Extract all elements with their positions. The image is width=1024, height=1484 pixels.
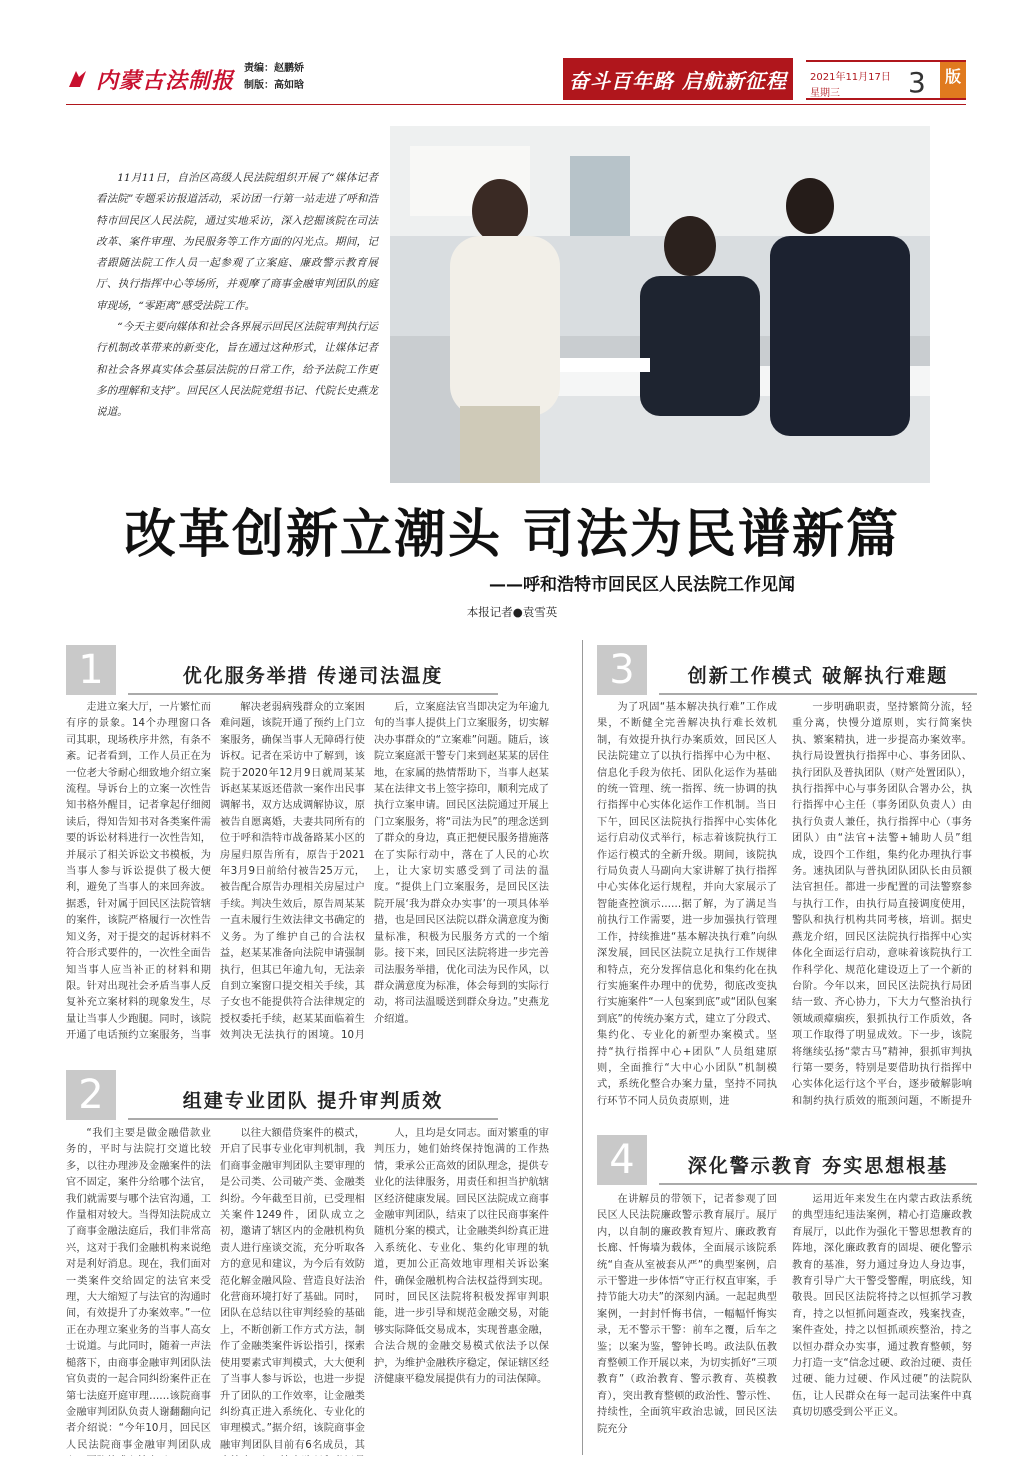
producer-name: 制版：高如晗: [244, 80, 304, 91]
page-label: 版: [940, 62, 966, 98]
issue-weekday: 星期三: [810, 88, 840, 99]
editor-name: 责编：赵鹏娇: [244, 63, 304, 74]
section-number: 4: [597, 1135, 647, 1185]
paragraph: 在讲解员的带领下，记者参观了回民区人民法院廉政警示教育展厅。展厅内，以自制的廉政教育短片、廉政教育长廊、忏悔墙为载体，全面展示该院系统“自查从室被套从严”的典型案例，启示干警进一步体悟“守正行权直审案，手持节能大功夫”的深刻内涵。一起起典型案例，一封封忏悔书信，一幅幅忏悔实录，无不警示干警：前车之覆，后车之鉴；以案为鉴，警钟长鸣。政法队伍教育整顿工作开展以来，为切实抓好“三项教育”（政治教育、警示教育、英模教育），突出教育整顿的政治性、警示性、持续性，全面筑牢政治忠诚，回民区法院充分: [597, 1194, 777, 1435]
section-number: 3: [597, 645, 647, 695]
section-heading: [597, 645, 977, 695]
paragraph: 为了巩固“基本解决执行难”工作成果，不断健全完善解决执行难长效机制，有效提升执行办案质效，回民区人民法院建立了以执行指挥中心为中枢、信息化手段为依托、团队化运作为基础的统一管理、统一指挥、统一协调的执行指挥中心实体化运作工作机制。当日下午，回民区法院执行指挥中心实体化运行启动仪式举行，标志着该院执行工作运行模式的全新升级。期间，该院执行局负责人马副向大家讲解了执行指挥中心实体化运行规程，并向大家展示了智能查控演示……据了解，为了满足当前执行工作需要，进一步加强执行管理工作，持续推进“基本解决执行难”向纵深发展，回民区法院立足执行工作规律和特点，充分发挥信息化和集约化在执行实施案件办理中的优势，彻底改变执行实施案件“一人包案到底”或“团队包案到底”的传统办案方式，建立了分段式、集约化、专业化的新型办案模式。坚持“执行指挥中心+团队”人员组建原则，全面推行“大中心小团队”机制模式，系统化整合办案力量，坚持不同执行环节不同人员负责原则，进: [597, 702, 777, 1107]
paragraph: 走进立案大厅，一片繁忙而有序的景象。14个办理窗口各司其职，现场秩序井然，有条不紊。记者看到，工作人员正在为一位老大爷耐心细致地介绍立案流程。导诉台上的立案一次性告知书格外醒目，记者拿起仔细阅读后，得知告知书对各类案件需要的诉讼材料进行一次性告知，并展示了相关诉讼文书模板，为当事人参与诉讼提供了极大便利，避免了当事人的来回奔波。据悉，针对属于回民区法院管辖的案件，该院严格履行一次性告知义务，对于提交的起诉材料不符合形式要件的，一次性全面告知当事人应当补正的材料和期限。针对出现社会矛盾当事人反复补充立案材料的现象发生，尽量让当事人少跑腿。同时，该院开通了电话预约立案服务，当事: [66, 702, 211, 1042]
column-divider: [582, 640, 583, 1455]
section-heading: [66, 645, 498, 695]
paragraph: 运用近年来发生在内蒙古政法系统的典型违纪违法案例，精心打造廉政教育展厅，以此作为强化干警思想教育的阵地，深化廉政教育的固堤、硬化警示教育的基准，努力通过身边人身边事，教育引导广大干警受警醒，明底线，知敬畏。回民区法院将持之以恒抓学习教育，持之以恒抓问题查改，残案找查，案件查处，持之以恒抓顽疾整治，持之以恒办群众办实事，通过教育整顿，努力打造一支“信念过硬、政治过硬、责任过硬、能力过硬、作风过硬”的法院队伍，让人民群众在每一起司法案件中真真切切感受到公平正义。: [792, 1194, 972, 1419]
news-photo: [390, 126, 930, 483]
article-column: [220, 700, 365, 1045]
article-column: [66, 700, 211, 1045]
section-title: 深化警示教育 夯实思想根基: [659, 1149, 977, 1185]
newspaper-title: 内蒙古法制报: [96, 67, 235, 94]
article-subheadline: ——呼和浩特市回民区人民法院工作见闻: [489, 575, 795, 595]
section-title: 组建专业团队 提升审判质效: [128, 1084, 498, 1120]
article-column: [66, 1126, 211, 1456]
editor-credits: [244, 60, 304, 94]
article-column: [792, 700, 972, 1110]
issue-date: 2021年11月17日: [810, 72, 891, 83]
page-number: 3: [908, 66, 926, 99]
article-column: [374, 700, 549, 1045]
section-number: 1: [66, 645, 116, 695]
paragraph: 解决老弱病残群众的立案困难问题，该院开通了预约上门立案服务，确保当事人无障碍行使诉权。记者在采访中了解到，该院于2020年12月9日就周某某诉赵某某返还借款一案作出民事调解书，双方达成调解协议，原被告自愿离婚，夫妻共同所有的位于呼和浩特市战备路某小区的房屋归原告所有，原告于2021年3月9日前给付被告25万元，被告配合原告办理相关房屋过户手续。判决生效后，原告周某某一直未履行生效法律文书确定的义务。为了维护自己的合法权益，赵某某准备向法院申请强制执行，但其已年逾九旬，无法亲自到立案窗口提交相关手续，其子女也不能提供符合法律规定的授权委托手续，赵某某面临着生效判决无法执行的困境。10月: [220, 702, 365, 1042]
masthead-logo: [66, 60, 236, 98]
paragraph: 后，立案庭法官当即决定为年逾九旬的当事人提供上门立案服务，切实解决办事群众的“立案难”问题。随后，该院立案庭派干警专门来到赵某某的居住地，在家属的热情帮助下，当事人赵某某在法律文书上签字捺印，顺利完成了执行立案申请。回民区法院通过开展上门立案服务，将“司法为民”的理念送到了群众的身边，真正把便民服务措施落在了实际行动中，落在了人民的心坎上，让大家切实感受到了司法的温度。“提供上门立案服务，是回民区法院开展‘我为群众办实事’的一项具体举措，也是回民区法院以群众满意度为衡量标准，积极为民服务方式的一个缩影。接下来，回民区法院将进一步完善司法服务举措，优化司法为民作风，以群众满意度为标准，体会每到的实际行动，将司法温暖送到群众身边。”史燕龙介绍道。: [374, 702, 549, 1025]
article-headline: 改革创新立潮头 司法为民谱新篇: [123, 504, 901, 565]
paragraph: “我们主要是做金融借款业务的，平时与法院打交道比较多，以往办理涉及金融案件的法官不固定，案件分给哪个法官，我们就需要与哪个法官沟通，工作量相对较大。当得知法院成立了商事金融法庭后，我们非常高兴，这对于我们金融机构来说绝对是利好消息。现在，我们面对一类案件交给固定的法官来受理，大大缩短了与法官的沟通时间，有效提升了办案效率。”一位正在办理立案业务的当事人高女士说道。与此同时，随着一声法槌落下，由商事金融审判团队法官负责的一起合同纠纷案件正在第七法庭开庭审理……该院商事金融审判团队负责人谢翻翻向记者介绍说：“今年10月，回民区人民法院商事金融审判团队成: [66, 1128, 211, 1451]
paragraph: 一步明确职责，坚持繁简分流，轻重分离，快慢分道原则，实行简案快执、繁案精执，进一步提高办案效率。执行局设置执行指挥中心、事务团队、执行团队及普执团队（财产处置团队），执行指挥中心与事务团队合署办公，执行指挥中心主任（事务团队负责人）由执行负责人兼任，执行指挥中心（事务团队）由“法官+法警+辅助人员”组成，设四个工作组，集约化办理执行事务。速执团队与普执团队团队长由员额法官担任。都进一步配置的司法警察参与执行工作，由执行局直接调度使用，警队和执行机构共同考核，培训。据史燕龙介绍，回民区法院执行指挥中心实体化全面运行启动，意味着该院执行工作科学化、规范化建设迈上了一个新的台阶。今年以来，回民区法院执行局团结一致、齐心协力，下大力气整治执行领域顽瘴痼疾，狠抓执行工作质效，各项工作取得了明显成效。下一步，该院将继续弘扬“蒙古马”精神，狠抓审判执行第一要务，特别是要借助执行指挥中心实体化运行这个平台，逐步破解影响和制约执行质效的瓶颈问题，不断提升: [792, 702, 972, 1107]
intro-paragraph: 11月11日，自治区高级人民法院组织开展了“媒体记者看法院”专题采访报道活动，采访团一行第一站走进了呼和浩特市回民区人民法院，通过实地采访，深入挖掘该院在司法改革、案件审理、为民服务等工作方面的闪光点。期间，记者跟随法院工作人员一起参观了立案庭、廉政警示教育展厅、执行指挥中心等场所，并观摩了商事金融审判团队的庭审现场，“零距离”感受法院工作。: [96, 172, 378, 312]
emblem-icon: [66, 67, 90, 91]
article-column: [374, 1126, 549, 1456]
section-title: 创新工作模式 破解执行难题: [659, 659, 977, 695]
date-box: [806, 60, 966, 100]
section-heading: [66, 1070, 498, 1120]
intro-paragraph: “今天主要向媒体和社会各界展示回民区法院审判执行运行机制改革带来的新变化，旨在通过这种形式，让媒体记者和社会各界真实体会基层法院的日常工作，给予法院工作更多的理解和支持”。回民区人民法院党组书记、代院长史燕龙说道。: [96, 321, 378, 419]
article-byline: 本报记者●袁雪英: [466, 605, 558, 619]
section-number: 2: [66, 1070, 116, 1120]
paragraph: 人，且均是女同志。面对繁重的审判压力，她们始终保持饱满的工作热情，秉承公正高效的团队理念，提供专业化的法律服务，用责任和担当护航辖区经济健康发展。回民区法院成立商事金融审判团队，结束了以往民商事案件随机分案的模式，让金融类纠纷真正进入系统化、专业化、集约化审理的轨道，更加公正高效地审理相关诉讼案件，确保金融机构合法权益得到实现。同时，回民区法院将积极发挥审判职能，进一步引导和规范金融交易，对能够实际降低交易成本，实现普惠金融，合法合规的金融交易模式依法予以保护，为维护金融秩序稳定，保证辖区经济健康平稳发展提供有力的司法保障。: [374, 1128, 549, 1386]
column-banner: 奋斗百年路 启航新征程: [563, 58, 793, 100]
intro-text: [96, 168, 378, 424]
section-title: 优化服务举措 传递司法温度: [128, 659, 498, 695]
article-column: [597, 1192, 777, 1457]
court-hall-photo: [390, 126, 930, 483]
paragraph: 以往大额借贷案件的模式，开启了民事专业化审判机制，我们商事金融审判团队主要审理的是公司类、公司破产类、金融类纠纷。今年截至目前，已受理相关案件1249件，团队成立之初，邀请了辖区内的金融机构负责人进行座谈交流，充分听取各方的意见和建议，为今后有效防范化解金融风险、营造良好法治化营商环境打好了基础。同时，团队在总结以往审判经验的基础上，不断创新工作方式方法，制作了金融类案件诉讼指引，探索使用要素式审判模式，大大便利了当事人参与诉讼，也进一步提升了团队的工作效率，让金融类纠纷真正进入系统化、专业化的审理模式。”据介绍，该院商事金融审判团队目前有6名成员，其: [220, 1128, 365, 1451]
header-divider: [66, 104, 966, 105]
article-column: [597, 700, 777, 1110]
article-column: [220, 1126, 365, 1456]
article-column: [792, 1192, 972, 1457]
section-heading: [597, 1135, 977, 1185]
